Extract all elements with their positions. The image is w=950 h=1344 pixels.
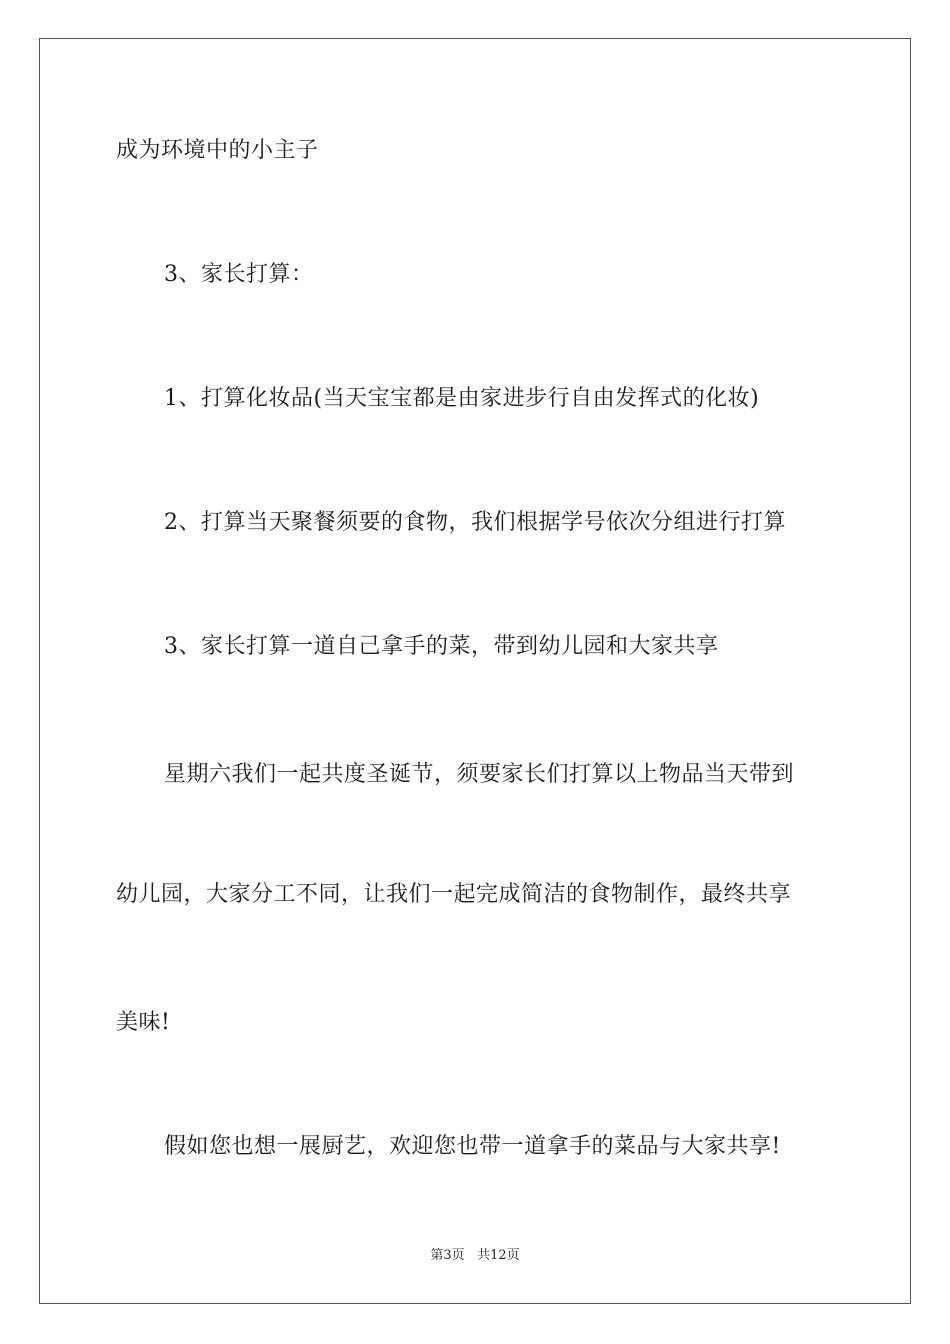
text-line: 幼儿园，大家分工不同，让我们一起完成简洁的食物制作，最终共享 — [116, 882, 792, 907]
page-number: 第3页 — [430, 1248, 465, 1263]
text-line: 假如您也想一展厨艺，欢迎您也带一道拿手的菜品与大家共享! — [164, 1134, 781, 1159]
page-border — [39, 38, 911, 1304]
text-line: 3、家长打算一道自己拿手的菜，带到幼儿园和大家共享 — [164, 634, 719, 659]
page-total: 共12页 — [477, 1248, 520, 1263]
page-footer — [0, 1247, 950, 1265]
text-line: 成为环境中的小主子 — [116, 138, 319, 163]
text-line: 星期六我们一起共度圣诞节，须要家长们打算以上物品当天带到 — [164, 762, 795, 787]
text-line: 2、打算当天聚餐须要的食物，我们根据学号依次分组进行打算 — [164, 510, 786, 535]
text-line: 美味! — [116, 1010, 171, 1035]
text-line: 1、打算化妆品(当天宝宝都是由家进步行自由发挥式的化妆) — [164, 386, 760, 411]
section-heading: 3、家长打算： — [164, 262, 314, 287]
